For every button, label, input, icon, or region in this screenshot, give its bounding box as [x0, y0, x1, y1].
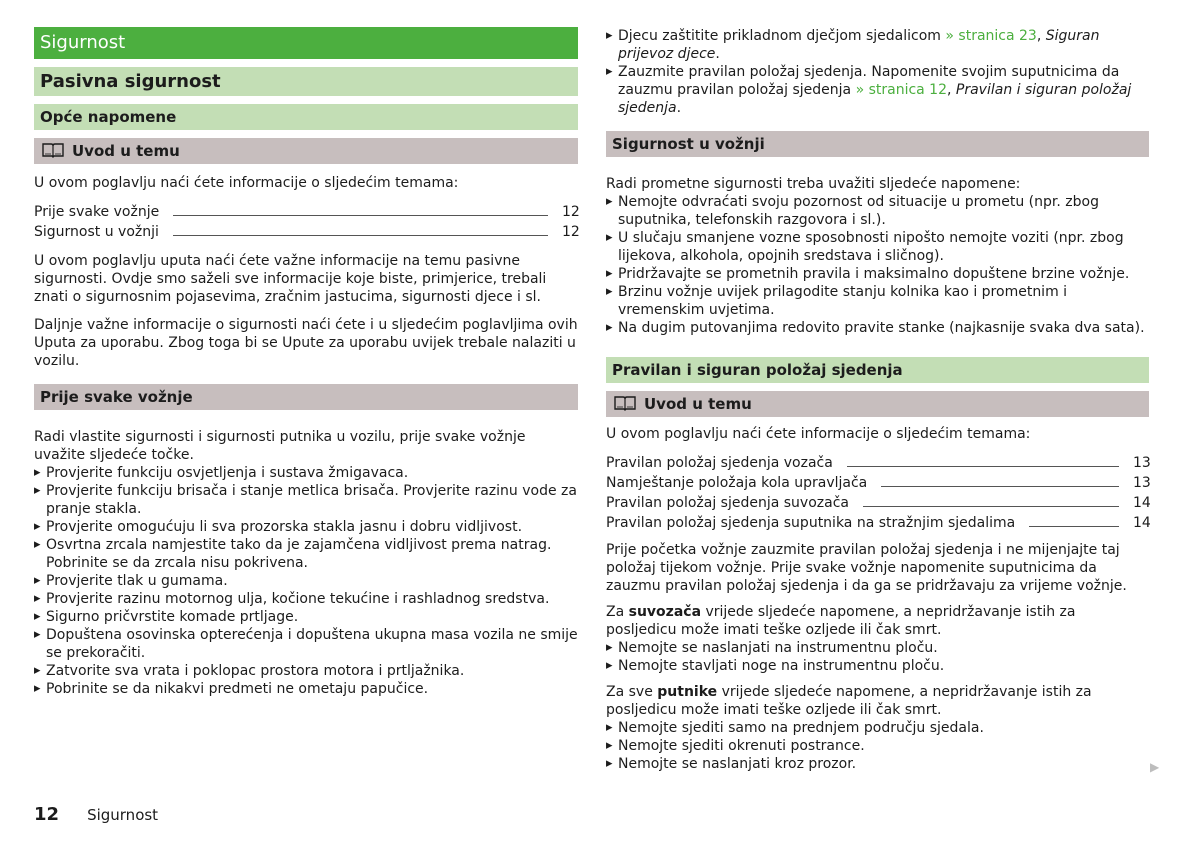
- safety-list: [606, 193, 1149, 337]
- toc-entry[interactable]: [606, 511, 1149, 531]
- intro-heading-label: Uvod u temu: [644, 395, 752, 413]
- continue-arrow-icon: ▶: [1150, 760, 1160, 774]
- toc-entry-label: Pravilan položaj sjedenja vozača: [606, 455, 833, 471]
- chapter-title: Sigurnost: [34, 27, 578, 59]
- list-item: ▸ Nemojte sjediti okrenuti postrance.: [606, 737, 1149, 755]
- top-list: [606, 27, 1149, 117]
- intro-heading-label: Uvod u temu: [72, 142, 180, 160]
- list-item: ▸ Provjerite razinu motornog ulja, kočione tekućine i rashladnog sredstva.: [34, 590, 578, 608]
- list-item: ▸ Zatvorite sva vrata i poklopac prostora motora i prtljažnika.: [34, 662, 578, 680]
- seating-heading: Pravilan i siguran položaj sjedenja: [606, 357, 1149, 383]
- toc-entry-page: 12: [562, 204, 580, 220]
- toc-entry[interactable]: [606, 451, 1149, 471]
- toc-entry[interactable]: [34, 200, 578, 220]
- toc-entry-page: 14: [1133, 495, 1151, 511]
- before-drive-list: [34, 464, 578, 698]
- toc-left: [34, 200, 578, 240]
- footer-section: Sigurnost: [87, 806, 159, 824]
- toc-entry-label: Sigurnost u vožnji: [34, 224, 159, 240]
- passengers-list: [606, 719, 1149, 773]
- intro-text: U ovom poglavlju naći ćete informacije o sljedećim temama:: [34, 175, 459, 191]
- list-item: ▸ Provjerite funkciju osvjetljenja i sustava žmigavaca.: [34, 464, 578, 482]
- paragraph-seating: Prije početka vožnje zauzmite pravilan položaj sjedenja i ne mijenjajte taj položaj tijekom vožnje. Prije svake vožnje napomenite suputnicima da zauzmu pravilan položaj sjedenja i da ga se pridržavaju za vrijeme vožnje.: [606, 542, 1127, 594]
- toc-right: [606, 451, 1149, 531]
- right-column: [606, 27, 1149, 773]
- page-number: 12: [34, 804, 60, 825]
- list-item: ▸ Pobrinite se da nikakvi predmeti ne ometaju papučice.: [34, 680, 578, 698]
- reference-title: Siguran prijevoz djece: [618, 28, 1100, 62]
- safety-intro: Radi prometne sigurnosti treba uvažiti sljedeće napomene:: [606, 176, 1021, 192]
- paragraph-codriver: Za suvozača vrijede sljedeće napomene, a nepridržavanje istih za posljedicu može imati teške ozljede ili čak smrt.: [606, 604, 1076, 638]
- book-icon: [614, 395, 636, 411]
- codriver-list: [606, 639, 1149, 675]
- list-item: ▸ Na dugim putovanjima redovito pravite stanke (najkasnije svaka dva sata).: [606, 319, 1149, 337]
- list-item: ▸ Nemojte odvraćati svoju pozornost od situacije u prometu (npr. zbog suputnika, telefonskih razgovora i sl.).: [606, 193, 1149, 229]
- intro-heading: [606, 391, 1149, 417]
- toc-entry-label: Pravilan položaj sjedenja suputnika na stražnjim sjedalima: [606, 515, 1016, 531]
- intro-text: U ovom poglavlju naći ćete informacije o sljedećim temama:: [606, 426, 1031, 442]
- toc-entry-page: 12: [562, 224, 580, 240]
- toc-entry[interactable]: [34, 220, 578, 240]
- section-title: Pasivna sigurnost: [34, 67, 578, 96]
- paragraph-passengers: Za sve putnike vrijede sljedeće napomene, a nepridržavanje istih za posljedicu može imati teške ozljede ili čak smrt.: [606, 684, 1092, 718]
- before-drive-heading: Prije svake vožnje: [34, 384, 578, 410]
- toc-entry-label: Namještanje položaja kola upravljača: [606, 475, 868, 491]
- safety-driving-heading: Sigurnost u vožnji: [606, 131, 1149, 157]
- list-item: ▸ Provjerite funkciju brisača i stanje metlica brisača. Provjerite razinu vode za pranje stakla.: [34, 482, 578, 518]
- list-item: ▸ Provjerite tlak u gumama.: [34, 572, 578, 590]
- toc-entry-label: Pravilan položaj sjedenja suvozača: [606, 495, 849, 511]
- list-item: ▸ Nemojte se naslanjati na instrumentnu ploču.: [606, 639, 1149, 657]
- toc-entry[interactable]: [606, 491, 1149, 511]
- toc-entry-label: Prije svake vožnje: [34, 204, 160, 220]
- list-item: ▸ Nemojte stavljati noge na instrumentnu ploču.: [606, 657, 1149, 675]
- book-icon: [42, 142, 64, 158]
- toc-entry[interactable]: [606, 471, 1149, 491]
- subsection-general-notes: Opće napomene: [34, 104, 578, 130]
- list-item: ▸ Sigurno pričvrstite komade prtljage.: [34, 608, 578, 626]
- list-item: ▸ Osvrtna zrcala namjestite tako da je zajamčena vidljivost prema natrag. Pobrinite se da zrcala nisu pokrivena.: [34, 536, 578, 572]
- reference-title: Pravilan i siguran položaj sjedenja: [618, 82, 1132, 116]
- list-item: ▸ Nemojte sjediti samo na prednjem području sjedala.: [606, 719, 1149, 737]
- page-footer: [34, 804, 158, 825]
- list-item: ▸ Zauzmite pravilan položaj sjedenja. Napomenite svojim suputnicima da zauzmu pravilan položaj sjedenja » stranica 12, Pravilan i siguran položaj sjedenja.: [606, 63, 1149, 117]
- toc-entry-page: 13: [1133, 475, 1151, 491]
- paragraph-passive-safety: U ovom poglavlju uputa naći ćete važne informacije na temu pasivne sigurnosti. Ovdje smo saželi sve informacije koje biste, primjerice, trebali znati o sigurnosnim pojasevima, zračnim jastucima, sigurnosti djece i sl.: [34, 253, 547, 305]
- list-item: ▸ Pridržavajte se prometnih pravila i maksimalno dopuštene brzine vožnje.: [606, 265, 1149, 283]
- intro-heading: [34, 138, 578, 164]
- list-item: ▸ U slučaju smanjene vozne sposobnosti nipošto nemojte voziti (npr. zbog lijekova, alkohola, opojnih sredstava i sličnog).: [606, 229, 1149, 265]
- left-column: [34, 27, 578, 698]
- toc-entry-page: 13: [1133, 455, 1151, 471]
- list-item: ▸ Djecu zaštitite prikladnom dječjom sjedalicom » stranica 23, Siguran prijevoz djece.: [606, 27, 1149, 63]
- list-item: ▸ Provjerite omogućuju li sva prozorska stakla jasnu i dobru vidljivost.: [34, 518, 578, 536]
- list-item: ▸ Dopuštena osovinska opterećenja i dopuštena ukupna masa vozila ne smije se prekoračiti.: [34, 626, 578, 662]
- page-link[interactable]: » stranica 23: [945, 28, 1037, 44]
- list-item: ▸ Nemojte se naslanjati kroz prozor.: [606, 755, 1149, 773]
- page-link[interactable]: » stranica 12: [855, 82, 947, 98]
- toc-entry-page: 14: [1133, 515, 1151, 531]
- before-drive-intro: Radi vlastite sigurnosti i sigurnosti putnika u vozilu, prije svake vožnje uvažite sljedeće točke.: [34, 429, 526, 463]
- paragraph-further-info: Daljnje važne informacije o sigurnosti naći ćete i u sljedećim poglavljima ovih Uputa za uporabu. Zbog toga bi se Upute za uporabu uvijek trebale nalaziti u vozilu.: [34, 317, 578, 369]
- list-item: ▸ Brzinu vožnje uvijek prilagodite stanju kolnika kao i prometnim i vremenskim uvjetima.: [606, 283, 1149, 319]
